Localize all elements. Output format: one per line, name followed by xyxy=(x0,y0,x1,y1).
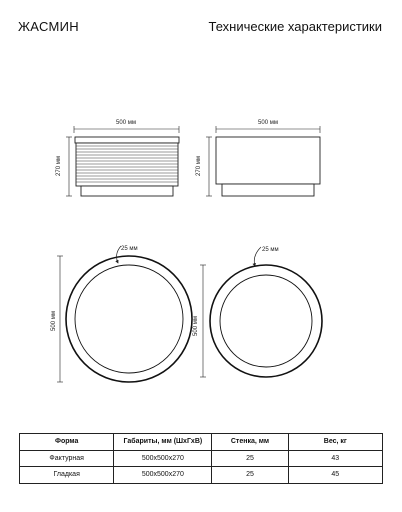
table-cell: 500x500x270 xyxy=(114,467,212,484)
specs-table xyxy=(19,433,383,484)
table-header-row xyxy=(20,434,383,451)
table-cell: 43 xyxy=(288,450,382,467)
page-title: Технические характеристики xyxy=(208,19,382,34)
textured-side-view xyxy=(56,120,179,196)
smooth-width-label: 500 мм xyxy=(258,120,278,126)
textured-top-view xyxy=(51,246,192,382)
smooth-side-view xyxy=(196,120,320,196)
textured-wall-label: 25 мм xyxy=(121,246,138,252)
textured-height-label: 270 мм xyxy=(56,156,62,176)
table-cell: 45 xyxy=(288,467,382,484)
table-cell: Гладкая xyxy=(20,467,114,484)
column-header-dimensions: Габариты, мм (ШхГхВ) xyxy=(114,434,212,451)
smooth-wall-label: 25 мм xyxy=(262,247,279,253)
table-cell: 25 xyxy=(212,467,288,484)
table-row xyxy=(20,450,383,467)
product-name: ЖАСМИН xyxy=(18,19,79,34)
table-row xyxy=(20,467,383,484)
textured-diameter-label: 500 мм xyxy=(51,311,57,331)
column-header-weight: Вес, кг xyxy=(288,434,382,451)
smooth-height-label: 270 мм xyxy=(196,156,202,176)
column-header-shape: Форма xyxy=(20,434,114,451)
table-cell: Фактурная xyxy=(20,450,114,467)
column-header-wall: Стенка, мм xyxy=(212,434,288,451)
table-cell: 25 xyxy=(212,450,288,467)
textured-width-label: 500 мм xyxy=(116,120,136,126)
table-cell: 500x500x270 xyxy=(114,450,212,467)
smooth-top-view xyxy=(193,247,322,377)
smooth-diameter-label: 500 мм xyxy=(193,316,199,336)
